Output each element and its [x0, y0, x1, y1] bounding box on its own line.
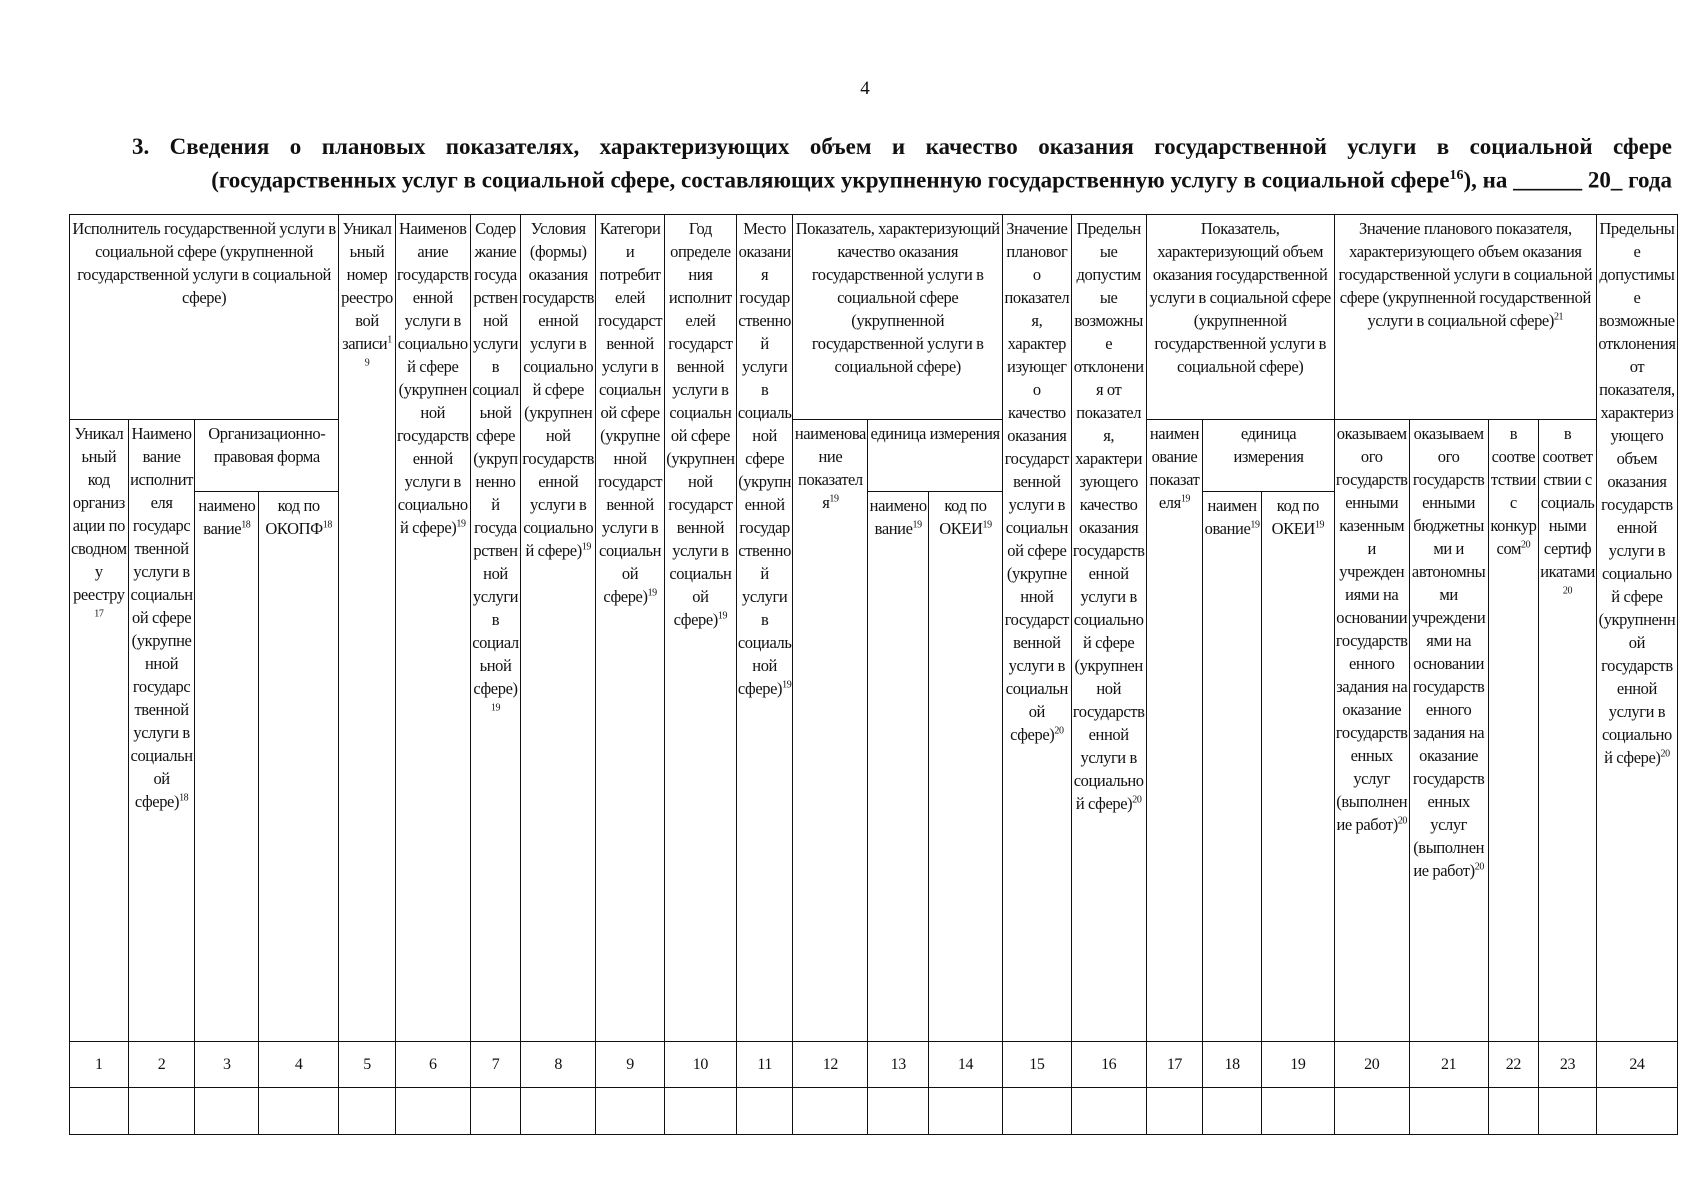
column-number: 2	[128, 1042, 195, 1088]
column-number: 4	[259, 1042, 339, 1088]
heading-line-2-text: (государственных услуг в социальной сфере, составляющих укрупненную государственную услугу в социальной сфере	[211, 167, 1450, 193]
column-number: 7	[470, 1042, 521, 1088]
header-qi-okei: код по ОКЕИ$^{19}$	[929, 492, 1003, 1042]
column-number: 19	[1261, 1042, 1334, 1088]
empty-cell[interactable]	[70, 1088, 129, 1135]
header-vv-cert: в соответствии с социальными сертификатами$^{20}$	[1539, 420, 1597, 1042]
empty-cell[interactable]	[929, 1088, 1003, 1135]
empty-cell[interactable]	[1002, 1088, 1071, 1135]
header-volume-value: Значение планового показателя, характеризующего объем оказания государственной услуги в социальной сфере (укрупненной государственной услуги в социальной сфере)$^{21}$	[1334, 215, 1596, 420]
column-number: 6	[395, 1042, 470, 1088]
column-number: 5	[339, 1042, 396, 1088]
column-number: 8	[521, 1042, 596, 1088]
header-place: Место оказания государственной услуги в социальной сфере (укрупненной государственной услуги в социальной сфере)$^{19}$	[736, 215, 793, 1042]
empty-cell[interactable]	[1261, 1088, 1334, 1135]
header-quality-indicator: Показатель, характеризующий качество оказания государственной услуги в социальной сфере (укрупненной государственной услуги в социальной сфере)	[793, 215, 1002, 420]
column-number: 12	[793, 1042, 868, 1088]
column-number: 9	[596, 1042, 665, 1088]
column-number: 15	[1002, 1042, 1071, 1088]
empty-data-row	[70, 1088, 1678, 1135]
column-number: 16	[1071, 1042, 1146, 1088]
empty-cell[interactable]	[736, 1088, 793, 1135]
empty-cell[interactable]	[195, 1088, 259, 1135]
header-volume-deviation: Предельные допустимые возможные отклонения от показателя, характеризующего объем оказания государственной услуги в социальной сфере (укрупненной государственной услуги в социальной сфере)$^{20}$	[1596, 215, 1677, 1042]
empty-cell[interactable]	[596, 1088, 665, 1135]
header-vi-unit-name: наименование$^{19}$	[1203, 492, 1262, 1042]
header-quality-deviation: Предельные допустимые возможные отклонения от показателя, характеризующего качество оказания государственной услуги в социальной сфере (укрупненной государственной услуги в социальной сфере)$^{20}$	[1071, 215, 1146, 1042]
empty-cell[interactable]	[793, 1088, 868, 1135]
column-number: 20	[1334, 1042, 1409, 1088]
column-number: 14	[929, 1042, 1003, 1088]
header-vv-kazen: оказываемого государственными казенными учреждениями на основании государственного задания на оказание государственных услуг (выполнение работ)$^{20}$	[1334, 420, 1409, 1042]
empty-cell[interactable]	[1146, 1088, 1203, 1135]
heading-line-2-end: ), на ______ 20_ года	[1463, 167, 1672, 193]
empty-cell[interactable]	[1409, 1088, 1488, 1135]
header-vv-budget: оказываемого государственными бюджетными и автономными учреждениями на основании государственного задания на оказание государственных услуг (выполнение работ)$^{20}$	[1409, 420, 1488, 1042]
header-qi-name: наименование показателя$^{19}$	[793, 420, 868, 1042]
header-year: Год определения исполнителей государственной услуги в социальной сфере (укрупненной государственной услуги в социальной сфере)$^{19}$	[664, 215, 736, 1042]
empty-cell[interactable]	[1334, 1088, 1409, 1135]
column-number: 21	[1409, 1042, 1488, 1088]
empty-cell[interactable]	[128, 1088, 195, 1135]
empty-cell[interactable]	[1203, 1088, 1262, 1135]
column-number: 13	[868, 1042, 929, 1088]
header-categories: Категории потребителей государственной услуги в социальной сфере (укрупненной государственной услуги в социальной сфере)$^{19}$	[596, 215, 665, 1042]
header-content: Содержание государственной услуги в социальной сфере (укрупненной государственной услуги в социальной сфере)$^{19}$	[470, 215, 521, 1042]
empty-cell[interactable]	[339, 1088, 396, 1135]
empty-cell[interactable]	[395, 1088, 470, 1135]
header-org-form-name: наименование$^{18}$	[195, 492, 259, 1042]
header-executor-name: Наименование исполнителя государственной услуги в социальной сфере (укрупненной государственной услуги в социальной сфере)$^{18}$	[128, 420, 195, 1042]
page-number: 4	[860, 78, 870, 99]
header-vi-unit: единица измерения	[1203, 420, 1335, 492]
header-executor: Исполнитель государственной услуги в социальной сфере (укрупненной государственной услуги в социальной сфере)	[70, 215, 339, 420]
column-number: 10	[664, 1042, 736, 1088]
empty-cell[interactable]	[1539, 1088, 1597, 1135]
header-qi-unit: единица измерения	[868, 420, 1003, 492]
header-qi-unit-name: наименование$^{19}$	[868, 492, 929, 1042]
planned-indicators-table	[69, 214, 1678, 1135]
header-vi-okei: код по ОКЕИ$^{19}$	[1261, 492, 1334, 1042]
heading-line-1: 3. Сведения о плановых показателях, характеризующих объем и качество оказания государственной услуги в социальной сфере	[132, 134, 1672, 159]
empty-cell[interactable]	[664, 1088, 736, 1135]
header-org-form: Организационно-правовая форма	[195, 420, 339, 492]
empty-cell[interactable]	[521, 1088, 596, 1135]
empty-cell[interactable]	[868, 1088, 929, 1135]
footnote-ref: 16	[1449, 168, 1464, 183]
column-number: 22	[1488, 1042, 1539, 1088]
column-number: 17	[1146, 1042, 1203, 1088]
column-number: 18	[1203, 1042, 1262, 1088]
heading-line-2	[132, 161, 1672, 195]
header-registry-number: Уникальный номер реестровой записи$^{19}$	[339, 215, 396, 1042]
empty-cell[interactable]	[1071, 1088, 1146, 1135]
column-number: 11	[736, 1042, 793, 1088]
column-number: 24	[1596, 1042, 1677, 1088]
empty-cell[interactable]	[1596, 1088, 1677, 1135]
column-number-row	[70, 1042, 1678, 1088]
header-unique-code: Уникальный код организации по сводному реестру$^{17}$	[70, 420, 129, 1042]
section-heading	[132, 132, 1672, 195]
column-number: 3	[195, 1042, 259, 1088]
empty-cell[interactable]	[1488, 1088, 1539, 1135]
column-number: 23	[1539, 1042, 1597, 1088]
column-number: 1	[70, 1042, 129, 1088]
header-okopf: код по ОКОПФ$^{18}$	[259, 492, 339, 1042]
header-service-name: Наименование государственной услуги в социальной сфере (укрупненной государственной услуги в социальной сфере)$^{19}$	[395, 215, 470, 1042]
empty-cell[interactable]	[259, 1088, 339, 1135]
header-vv-contest: в соответствии с конкурсом$^{20}$	[1488, 420, 1539, 1042]
header-volume-indicator: Показатель, характеризующий объем оказания государственной услуги в социальной сфере (укрупненной государственной услуги в социальной сфере)	[1146, 215, 1334, 420]
empty-cell[interactable]	[470, 1088, 521, 1135]
header-conditions: Условия (формы) оказания государственной услуги в социальной сфере (укрупненной государственной услуги в социальной сфере)$^{19}$	[521, 215, 596, 1042]
header-vi-name: наименование показателя$^{19}$	[1146, 420, 1203, 1042]
header-quality-value: Значение планового показателя, характеризующего качество оказания государственной услуги в социальной сфере (укрупненной государственной услуги в социальной сфере)$^{20}$	[1002, 215, 1071, 1042]
